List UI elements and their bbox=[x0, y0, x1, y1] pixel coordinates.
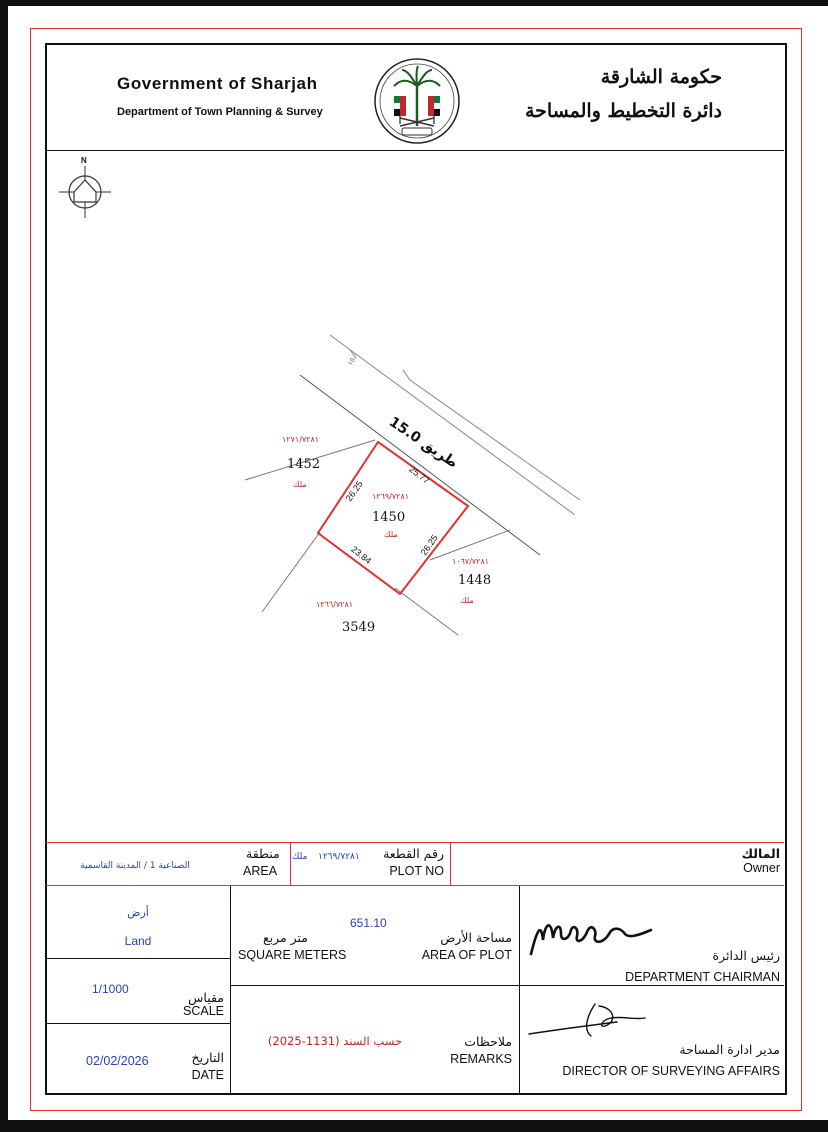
sqm-label-en: SQUARE METERS bbox=[238, 948, 347, 962]
boundary-line bbox=[262, 532, 320, 612]
scale-value: 1/1000 bbox=[92, 982, 129, 996]
road-edge-line bbox=[300, 375, 540, 558]
road-width-label: ١٥.٠ bbox=[345, 351, 360, 367]
side-length-label: 25.77 bbox=[407, 464, 432, 486]
plot-no-label-en: PLOT NO bbox=[389, 864, 444, 878]
remarks-label-ar: ملاحظات bbox=[464, 1034, 512, 1049]
area-value: الصناعية 1 / المدينة القاسمية bbox=[80, 861, 190, 871]
header-divider bbox=[46, 150, 784, 151]
date-label-ar: التاريخ bbox=[191, 1050, 224, 1065]
info-red-line bbox=[46, 885, 784, 886]
side-length-label: 23.84 bbox=[349, 544, 374, 566]
header-title-en: Government of Sharjah bbox=[117, 74, 318, 93]
land-type-en: Land bbox=[124, 934, 152, 948]
screen-edge-left bbox=[0, 0, 8, 1132]
main-plot-owner-tag: ملك bbox=[384, 530, 398, 539]
scale-label-en: SCALE bbox=[183, 1004, 224, 1018]
owner-label-ar: المالك bbox=[741, 846, 780, 861]
area-of-plot-label-ar: مساحة الأرض bbox=[440, 930, 512, 945]
road-edge-line bbox=[403, 370, 580, 500]
plot-no-label-ar: رقم القطعة bbox=[383, 846, 444, 861]
north-arrow-icon bbox=[52, 164, 118, 220]
info-red-divider bbox=[290, 842, 291, 885]
plot-no-value: ١٢٦٩/٧٢٨١ bbox=[318, 852, 360, 862]
grid-divider bbox=[519, 886, 520, 1093]
remarks-value: حسب السند (1131-2025) bbox=[267, 1034, 403, 1048]
screen-edge-bottom bbox=[0, 1120, 828, 1132]
director-label-en: DIRECTOR OF SURVEYING AFFAIRS bbox=[562, 1064, 780, 1078]
scale-label-ar: مقياس bbox=[188, 990, 224, 1005]
neighbor-plot-code: ١٢٦٦/٧٢٨١ bbox=[316, 600, 354, 609]
north-label: N bbox=[81, 156, 87, 165]
neighbor-plot-number: 3549 bbox=[342, 620, 376, 635]
screen-edge-top bbox=[0, 0, 828, 6]
director-signature bbox=[525, 996, 655, 1044]
date-label-en: DATE bbox=[191, 1068, 224, 1082]
chairman-label-ar: رئيس الدائرة bbox=[712, 948, 780, 963]
area-of-plot-label-en: AREA OF PLOT bbox=[421, 948, 512, 962]
plot-map bbox=[240, 320, 600, 660]
area-of-plot-value: 651.10 bbox=[350, 916, 387, 930]
header-subtitle-en: Department of Town Planning & Survey bbox=[117, 106, 323, 118]
header-subtitle-ar: دائرة التخطيط والمساحة bbox=[524, 100, 722, 122]
header-title-ar: حكومة الشارقة bbox=[600, 66, 722, 88]
sqm-label-ar: متر مربع bbox=[262, 930, 308, 945]
plot-no-tag: ملك bbox=[292, 852, 308, 862]
grid-divider bbox=[230, 886, 231, 1093]
side-length-label: 26.25 bbox=[418, 532, 440, 558]
info-top-red-line bbox=[46, 842, 784, 843]
neighbor-plot-number: 1452 bbox=[287, 457, 321, 472]
side-length-label: 26.25 bbox=[343, 478, 365, 504]
date-value: 02/02/2026 bbox=[86, 1054, 149, 1068]
neighbor-plot-number: 1448 bbox=[458, 573, 492, 588]
road-label: طريق 15.0 bbox=[386, 414, 461, 472]
neighbor-plot-code: ١٢٧١/٧٢٨١ bbox=[282, 435, 320, 444]
info-red-divider bbox=[450, 842, 451, 885]
neighbor-plot-owner-tag: ملك bbox=[293, 480, 307, 489]
land-type-ar: أرض bbox=[127, 906, 149, 919]
main-plot-code: ١٢٦٩/٧٢٨١ bbox=[372, 492, 410, 501]
neighbor-plot-owner-tag: ملك bbox=[460, 596, 474, 605]
main-plot-number: 1450 bbox=[372, 510, 406, 525]
owner-label-en: Owner bbox=[743, 861, 780, 875]
grid-divider bbox=[230, 985, 784, 986]
director-label-ar: مدير ادارة المساحة bbox=[679, 1042, 780, 1057]
boundary-line bbox=[395, 588, 458, 635]
grid-divider bbox=[46, 958, 230, 959]
chairman-label-en: DEPARTMENT CHAIRMAN bbox=[625, 970, 780, 984]
boundary-line bbox=[430, 530, 510, 560]
neighbor-plot-code: ١٠٦٧/٧٢٨١ bbox=[452, 557, 490, 566]
sharjah-emblem-logo bbox=[372, 56, 462, 146]
remarks-label-en: REMARKS bbox=[450, 1052, 512, 1066]
grid-divider bbox=[46, 1023, 230, 1024]
area-label-ar: منطقة bbox=[246, 846, 280, 861]
area-label-en: AREA bbox=[243, 864, 278, 878]
